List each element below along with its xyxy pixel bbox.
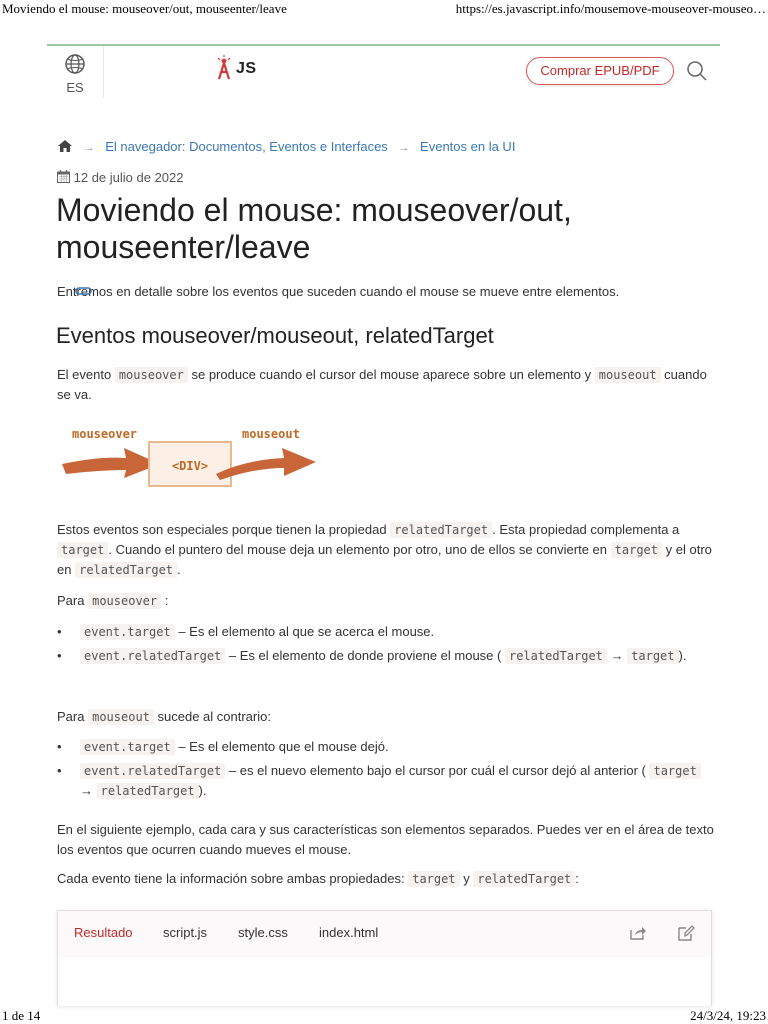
search-icon[interactable]: [686, 60, 708, 82]
tab-script-js[interactable]: script.js: [163, 925, 208, 940]
open-in-new-window-icon[interactable]: [629, 925, 647, 941]
paragraph-mouseover-intro: El evento mouseover se produce cuando el cursor del mouse aparece sobre un elemento y mouseout cuando se va.: [57, 367, 707, 402]
breadcrumb-link-ui-events[interactable]: Eventos en la UI: [420, 139, 516, 154]
breadcrumb-separator: →: [83, 142, 95, 154]
diagram-arrow-out-icon: [214, 446, 324, 486]
tab-index-html[interactable]: index.html: [319, 925, 379, 940]
breadcrumb-link-browser[interactable]: El navegador: Documentos, Eventos e Interfaces: [105, 139, 388, 154]
diagram-label-mouseover: mouseover: [72, 427, 138, 441]
logo-text: JS: [236, 60, 257, 77]
logo-figure-icon: [214, 55, 236, 83]
paragraph-event-info: Cada evento tiene la información sobre ambas propiedades: target y relatedTarget :: [57, 871, 579, 886]
edit-in-sandbox-icon[interactable]: [677, 925, 695, 941]
language-switcher[interactable]: [47, 46, 104, 98]
publish-date-text: 12 de julio de 2022: [73, 170, 184, 185]
breadcrumb-separator: →: [398, 142, 410, 154]
list-item: • event.target – Es el elemento que el mouse dejó.: [57, 737, 717, 757]
list-item: • event.relatedTarget – es el nuevo elemento bajo el cursor por cuál el cursor dejó al anterior ( target → relatedTarget ).: [57, 761, 717, 801]
list-mouseout-props: [57, 737, 717, 805]
publish-date: [57, 170, 184, 185]
example-tabs: [58, 911, 711, 957]
site-logo[interactable]: [214, 55, 274, 83]
tab-style-css[interactable]: style.css: [238, 925, 288, 940]
intro-paragraph: Entremos en detalle sobre los eventos que suceden cuando el mouse se mueve entre elementos.: [57, 284, 620, 299]
print-footer-page: 1 de 14: [2, 1008, 41, 1023]
paragraph-for-mouseout: Para mouseout sucede al contrario:: [57, 709, 271, 724]
language-code: ES: [66, 80, 84, 95]
calendar-icon: [57, 170, 70, 183]
list-item: • event.relatedTarget – Es el elemento de donde proviene el mouse ( relatedTarget → target ).: [57, 646, 717, 666]
header-top-rule: [47, 44, 720, 46]
paragraph-for-mouseover: Para mouseover :: [57, 593, 169, 608]
section-heading: Eventos mouseover/mouseout, relatedTarget: [56, 323, 494, 348]
link-anchor-icon[interactable]: [75, 284, 92, 298]
globe-icon: [64, 53, 86, 75]
paragraph-related-target: Estos eventos son especiales porque tienen la propiedad relatedTarget . Esta propiedad complementa a target . Cuando el puntero del mouse deja un elemento por otro, uno de ellos se convierte en target y el otro en relatedTarget .: [57, 522, 712, 577]
example-result-area: [58, 957, 711, 1006]
print-header-title: Moviendo el mouse: mouseover/out, mouseenter/leave: [2, 1, 287, 16]
page-title: Moviendo el mouse: mouseover/out, mouseenter/leave: [56, 192, 572, 265]
diagram-div-box: <DIV>: [148, 441, 232, 487]
print-header-url: https://es.javascript.info/mousemove-mouseover-mouseo…: [455, 1, 766, 16]
example-panel: [57, 910, 712, 1006]
diagram-label-mouseout: mouseout: [242, 427, 300, 441]
list-mouseover-props: [57, 622, 717, 670]
list-item: • event.target – Es el elemento al que se acerca el mouse.: [57, 622, 717, 642]
paragraph-example-intro: En el siguiente ejemplo, cada cara y sus características son elementos separados. Puedes ver en el área de texto los eventos que ocurren cuando mueves el mouse.: [57, 822, 714, 857]
home-icon[interactable]: [57, 139, 73, 153]
print-footer-datetime: 24/3/24, 19:23: [690, 1008, 766, 1023]
mouseover-mouseout-diagram: [60, 422, 320, 497]
tab-result[interactable]: Resultado: [74, 925, 133, 940]
buy-epub-pdf-button[interactable]: Comprar EPUB/PDF: [526, 57, 674, 85]
breadcrumb: [57, 139, 515, 154]
